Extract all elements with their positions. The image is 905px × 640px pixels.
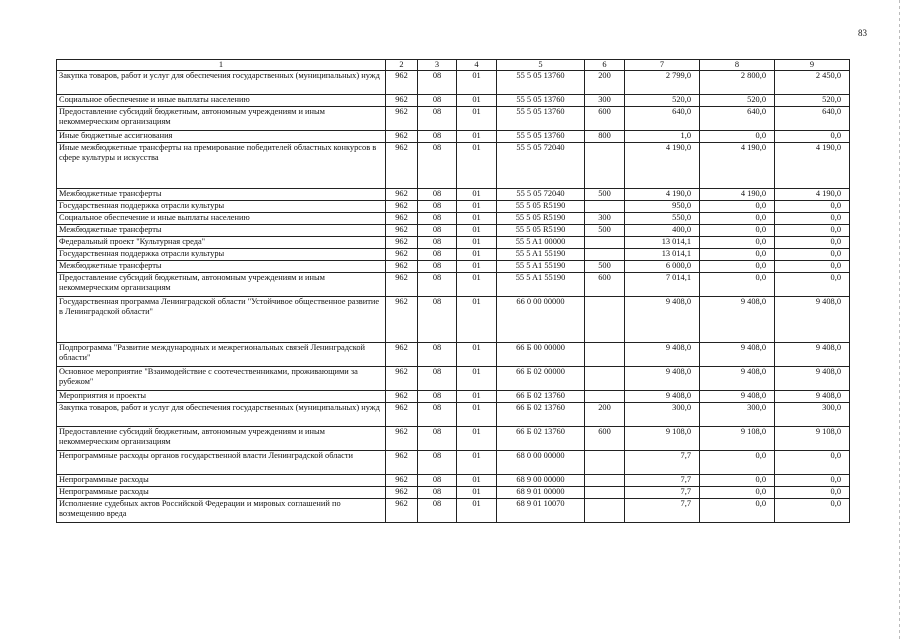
gr-code-cell: 962 [386, 143, 418, 189]
gr-code-cell: 962 [386, 367, 418, 391]
target-article-cell: 66 Б 02 13760 [497, 403, 585, 427]
target-article-cell: 55 5 05 72040 [497, 189, 585, 201]
gr-code-cell: 962 [386, 213, 418, 225]
subsection-code-cell: 01 [457, 143, 497, 189]
sum-year-1-cell: 520,0 [625, 95, 700, 107]
expense-type-cell: 500 [585, 189, 625, 201]
row-name-cell: Государственная поддержка отрасли культуры [57, 201, 386, 213]
gr-code-cell: 962 [386, 261, 418, 273]
gr-code-cell: 962 [386, 131, 418, 143]
target-article-cell: 55 5 05 R5190 [497, 213, 585, 225]
expense-type-cell: 800 [585, 131, 625, 143]
sum-year-3-cell: 0,0 [775, 261, 850, 273]
sum-year-1-cell: 13 014,1 [625, 249, 700, 261]
sum-year-3-cell: 520,0 [775, 95, 850, 107]
sum-year-3-cell: 9 408,0 [775, 367, 850, 391]
target-article-cell: 66 Б 00 00000 [497, 343, 585, 367]
subsection-code-cell: 01 [457, 367, 497, 391]
sum-year-2-cell: 0,0 [700, 487, 775, 499]
table-row [57, 131, 850, 143]
sum-year-2-cell: 640,0 [700, 107, 775, 131]
table-row [57, 273, 850, 297]
gr-code-cell: 962 [386, 273, 418, 297]
sum-year-3-cell: 0,0 [775, 249, 850, 261]
subsection-code-cell: 01 [457, 201, 497, 213]
section-code-cell: 08 [418, 225, 457, 237]
sum-year-2-cell: 0,0 [700, 475, 775, 487]
table-row [57, 343, 850, 367]
sum-year-1-cell: 1,0 [625, 131, 700, 143]
header-row [57, 60, 850, 71]
target-article-cell: 55 5 05 R5190 [497, 201, 585, 213]
row-name-cell: Закупка товаров, работ и услуг для обеспечения государственных (муниципальных) нужд [57, 403, 386, 427]
gr-code-cell: 962 [386, 451, 418, 475]
gr-code-cell: 962 [386, 201, 418, 213]
expense-type-cell: 600 [585, 427, 625, 451]
sum-year-2-cell: 9 408,0 [700, 367, 775, 391]
expense-type-cell [585, 249, 625, 261]
subsection-code-cell: 01 [457, 189, 497, 201]
section-code-cell: 08 [418, 201, 457, 213]
sum-year-3-cell: 640,0 [775, 107, 850, 131]
row-name-cell: Подпрограмма "Развитие международных и межрегиональных связей Ленинградской области" [57, 343, 386, 367]
sum-year-1-cell: 9 408,0 [625, 367, 700, 391]
table-row [57, 403, 850, 427]
expense-type-cell [585, 297, 625, 343]
sum-year-1-cell: 400,0 [625, 225, 700, 237]
sum-year-3-cell: 0,0 [775, 201, 850, 213]
subsection-code-cell: 01 [457, 237, 497, 249]
page-number: 83 [858, 28, 867, 38]
expense-type-cell: 500 [585, 261, 625, 273]
row-name-cell: Социальное обеспечение и иные выплаты населению [57, 213, 386, 225]
sum-year-2-cell: 4 190,0 [700, 189, 775, 201]
expense-type-cell [585, 237, 625, 249]
target-article-cell: 66 Б 02 00000 [497, 367, 585, 391]
gr-code-cell: 962 [386, 225, 418, 237]
header-cell: 8 [700, 60, 775, 71]
sum-year-2-cell: 0,0 [700, 131, 775, 143]
header-cell: 3 [418, 60, 457, 71]
gr-code-cell: 962 [386, 391, 418, 403]
sum-year-3-cell: 9 108,0 [775, 427, 850, 451]
expense-type-cell [585, 391, 625, 403]
sum-year-3-cell: 0,0 [775, 475, 850, 487]
gr-code-cell: 962 [386, 487, 418, 499]
sum-year-1-cell: 6 000,0 [625, 261, 700, 273]
expense-type-cell: 600 [585, 273, 625, 297]
sum-year-2-cell: 0,0 [700, 237, 775, 249]
row-name-cell: Государственная поддержка отрасли культуры [57, 249, 386, 261]
table-row [57, 475, 850, 487]
row-name-cell: Социальное обеспечение и иные выплаты населению [57, 95, 386, 107]
expense-type-cell: 200 [585, 71, 625, 95]
row-name-cell: Межбюджетные трансферты [57, 225, 386, 237]
expense-type-cell [585, 475, 625, 487]
sum-year-1-cell: 7,7 [625, 487, 700, 499]
sum-year-2-cell: 300,0 [700, 403, 775, 427]
sum-year-2-cell: 9 408,0 [700, 391, 775, 403]
row-name-cell: Исполнение судебных актов Российской Федерации и мировых соглашений по возмещению вреда [57, 499, 386, 523]
sum-year-2-cell: 9 408,0 [700, 297, 775, 343]
target-article-cell: 55 5 05 13760 [497, 107, 585, 131]
target-article-cell: 55 5 A1 00000 [497, 237, 585, 249]
target-article-cell: 68 9 01 00000 [497, 487, 585, 499]
sum-year-1-cell: 7,7 [625, 499, 700, 523]
gr-code-cell: 962 [386, 343, 418, 367]
sum-year-2-cell: 9 108,0 [700, 427, 775, 451]
row-name-cell: Непрограммные расходы [57, 475, 386, 487]
sum-year-1-cell: 550,0 [625, 213, 700, 225]
table-row [57, 213, 850, 225]
expense-type-cell [585, 451, 625, 475]
sum-year-2-cell: 0,0 [700, 499, 775, 523]
header-cell: 9 [775, 60, 850, 71]
gr-code-cell: 962 [386, 237, 418, 249]
sum-year-2-cell: 0,0 [700, 273, 775, 297]
gr-code-cell: 962 [386, 499, 418, 523]
sum-year-2-cell: 0,0 [700, 201, 775, 213]
section-code-cell: 08 [418, 107, 457, 131]
sum-year-3-cell: 0,0 [775, 499, 850, 523]
sum-year-2-cell: 520,0 [700, 95, 775, 107]
table-row [57, 143, 850, 189]
section-code-cell: 08 [418, 237, 457, 249]
expense-type-cell: 600 [585, 107, 625, 131]
table-row [57, 237, 850, 249]
section-code-cell: 08 [418, 499, 457, 523]
expense-type-cell [585, 487, 625, 499]
target-article-cell: 68 9 01 10070 [497, 499, 585, 523]
header-cell: 1 [57, 60, 386, 71]
row-name-cell: Иные бюджетные ассигнования [57, 131, 386, 143]
expense-type-cell: 500 [585, 225, 625, 237]
gr-code-cell: 962 [386, 95, 418, 107]
sum-year-3-cell: 0,0 [775, 451, 850, 475]
sum-year-3-cell: 2 450,0 [775, 71, 850, 95]
sum-year-1-cell: 7,7 [625, 475, 700, 487]
subsection-code-cell: 01 [457, 451, 497, 475]
section-code-cell: 08 [418, 213, 457, 225]
header-cell: 4 [457, 60, 497, 71]
table-row [57, 261, 850, 273]
sum-year-2-cell: 0,0 [700, 213, 775, 225]
target-article-cell: 55 5 05 72040 [497, 143, 585, 189]
sum-year-1-cell: 4 190,0 [625, 143, 700, 189]
budget-table [56, 59, 850, 523]
gr-code-cell: 962 [386, 475, 418, 487]
section-code-cell: 08 [418, 71, 457, 95]
gr-code-cell: 962 [386, 189, 418, 201]
sum-year-3-cell: 0,0 [775, 273, 850, 297]
section-code-cell: 08 [418, 189, 457, 201]
subsection-code-cell: 01 [457, 487, 497, 499]
target-article-cell: 55 5 05 R5190 [497, 225, 585, 237]
table-row [57, 95, 850, 107]
sum-year-2-cell: 2 800,0 [700, 71, 775, 95]
subsection-code-cell: 01 [457, 131, 497, 143]
gr-code-cell: 962 [386, 107, 418, 131]
gr-code-cell: 962 [386, 297, 418, 343]
gr-code-cell: 962 [386, 427, 418, 451]
subsection-code-cell: 01 [457, 249, 497, 261]
section-code-cell: 08 [418, 403, 457, 427]
sum-year-2-cell: 0,0 [700, 451, 775, 475]
header-cell: 2 [386, 60, 418, 71]
section-code-cell: 08 [418, 451, 457, 475]
sum-year-1-cell: 4 190,0 [625, 189, 700, 201]
subsection-code-cell: 01 [457, 261, 497, 273]
gr-code-cell: 962 [386, 71, 418, 95]
sum-year-3-cell: 4 190,0 [775, 189, 850, 201]
table-row [57, 201, 850, 213]
section-code-cell: 08 [418, 367, 457, 391]
sum-year-1-cell: 7,7 [625, 451, 700, 475]
table-row [57, 451, 850, 475]
sum-year-1-cell: 640,0 [625, 107, 700, 131]
target-article-cell: 66 0 00 00000 [497, 297, 585, 343]
table-row [57, 225, 850, 237]
target-article-cell: 68 9 00 00000 [497, 475, 585, 487]
sum-year-1-cell: 9 108,0 [625, 427, 700, 451]
row-name-cell: Мероприятия и проекты [57, 391, 386, 403]
expense-type-cell: 300 [585, 95, 625, 107]
section-code-cell: 08 [418, 297, 457, 343]
sum-year-3-cell: 9 408,0 [775, 391, 850, 403]
sum-year-2-cell: 0,0 [700, 225, 775, 237]
row-name-cell: Предоставление субсидий бюджетным, автономным учреждениям и иным некоммерческим организациям [57, 273, 386, 297]
subsection-code-cell: 01 [457, 213, 497, 225]
row-name-cell: Предоставление субсидий бюджетным, автономным учреждениям и иным некоммерческим организациям [57, 427, 386, 451]
target-article-cell: 55 5 A1 55190 [497, 273, 585, 297]
expense-type-cell [585, 367, 625, 391]
section-code-cell: 08 [418, 143, 457, 189]
section-code-cell: 08 [418, 273, 457, 297]
subsection-code-cell: 01 [457, 499, 497, 523]
target-article-cell: 66 Б 02 13760 [497, 427, 585, 451]
sum-year-3-cell: 0,0 [775, 487, 850, 499]
sum-year-2-cell: 0,0 [700, 249, 775, 261]
sum-year-3-cell: 4 190,0 [775, 143, 850, 189]
row-name-cell: Предоставление субсидий бюджетным, автономным учреждениям и иным некоммерческим организациям [57, 107, 386, 131]
subsection-code-cell: 01 [457, 297, 497, 343]
subsection-code-cell: 01 [457, 71, 497, 95]
sum-year-3-cell: 9 408,0 [775, 343, 850, 367]
sum-year-2-cell: 0,0 [700, 261, 775, 273]
row-name-cell: Непрограммные расходы органов государственной власти Ленинградской области [57, 451, 386, 475]
sum-year-3-cell: 0,0 [775, 225, 850, 237]
sum-year-1-cell: 9 408,0 [625, 297, 700, 343]
section-code-cell: 08 [418, 391, 457, 403]
target-article-cell: 55 5 A1 55190 [497, 261, 585, 273]
table-row [57, 249, 850, 261]
expense-type-cell: 300 [585, 213, 625, 225]
header-cell: 5 [497, 60, 585, 71]
target-article-cell: 55 5 05 13760 [497, 131, 585, 143]
subsection-code-cell: 01 [457, 273, 497, 297]
expense-type-cell [585, 343, 625, 367]
table-row [57, 391, 850, 403]
target-article-cell: 55 5 05 13760 [497, 71, 585, 95]
sum-year-2-cell: 4 190,0 [700, 143, 775, 189]
table-row [57, 367, 850, 391]
section-code-cell: 08 [418, 95, 457, 107]
table-row [57, 297, 850, 343]
subsection-code-cell: 01 [457, 403, 497, 427]
section-code-cell: 08 [418, 487, 457, 499]
scan-edge-line [899, 0, 900, 640]
table-row [57, 189, 850, 201]
row-name-cell: Закупка товаров, работ и услуг для обеспечения государственных (муниципальных) нужд [57, 71, 386, 95]
section-code-cell: 08 [418, 343, 457, 367]
sum-year-3-cell: 9 408,0 [775, 297, 850, 343]
row-name-cell: Федеральный проект "Культурная среда" [57, 237, 386, 249]
expense-type-cell [585, 143, 625, 189]
sum-year-1-cell: 950,0 [625, 201, 700, 213]
sum-year-2-cell: 9 408,0 [700, 343, 775, 367]
expense-type-cell [585, 201, 625, 213]
section-code-cell: 08 [418, 261, 457, 273]
subsection-code-cell: 01 [457, 95, 497, 107]
sum-year-3-cell: 300,0 [775, 403, 850, 427]
section-code-cell: 08 [418, 475, 457, 487]
sum-year-1-cell: 9 408,0 [625, 391, 700, 403]
section-code-cell: 08 [418, 131, 457, 143]
target-article-cell: 55 5 A1 55190 [497, 249, 585, 261]
subsection-code-cell: 01 [457, 107, 497, 131]
row-name-cell: Иные межбюджетные трансферты на премирование победителей областных конкурсов в сфере культуры и искусства [57, 143, 386, 189]
subsection-code-cell: 01 [457, 225, 497, 237]
table-row [57, 487, 850, 499]
gr-code-cell: 962 [386, 403, 418, 427]
subsection-code-cell: 01 [457, 391, 497, 403]
sum-year-1-cell: 300,0 [625, 403, 700, 427]
subsection-code-cell: 01 [457, 475, 497, 487]
target-article-cell: 55 5 05 13760 [497, 95, 585, 107]
sum-year-3-cell: 0,0 [775, 213, 850, 225]
row-name-cell: Непрограммные расходы [57, 487, 386, 499]
target-article-cell: 66 Б 02 13760 [497, 391, 585, 403]
sum-year-1-cell: 9 408,0 [625, 343, 700, 367]
header-cell: 7 [625, 60, 700, 71]
sum-year-1-cell: 13 014,1 [625, 237, 700, 249]
target-article-cell: 68 0 00 00000 [497, 451, 585, 475]
table-row [57, 427, 850, 451]
row-name-cell: Межбюджетные трансферты [57, 261, 386, 273]
table-row [57, 71, 850, 95]
subsection-code-cell: 01 [457, 427, 497, 451]
expense-type-cell: 200 [585, 403, 625, 427]
expense-type-cell [585, 499, 625, 523]
sum-year-1-cell: 7 014,1 [625, 273, 700, 297]
sum-year-1-cell: 2 799,0 [625, 71, 700, 95]
gr-code-cell: 962 [386, 249, 418, 261]
table-row [57, 499, 850, 523]
row-name-cell: Межбюджетные трансферты [57, 189, 386, 201]
row-name-cell: Основное мероприятие "Взаимодействие с соотечественниками, проживающими за рубежом" [57, 367, 386, 391]
sum-year-3-cell: 0,0 [775, 131, 850, 143]
section-code-cell: 08 [418, 427, 457, 451]
subsection-code-cell: 01 [457, 343, 497, 367]
row-name-cell: Государственная программа Ленинградской области "Устойчивое общественное развитие в Ленинградской области" [57, 297, 386, 343]
sum-year-3-cell: 0,0 [775, 237, 850, 249]
header-cell: 6 [585, 60, 625, 71]
table-row [57, 107, 850, 131]
section-code-cell: 08 [418, 249, 457, 261]
